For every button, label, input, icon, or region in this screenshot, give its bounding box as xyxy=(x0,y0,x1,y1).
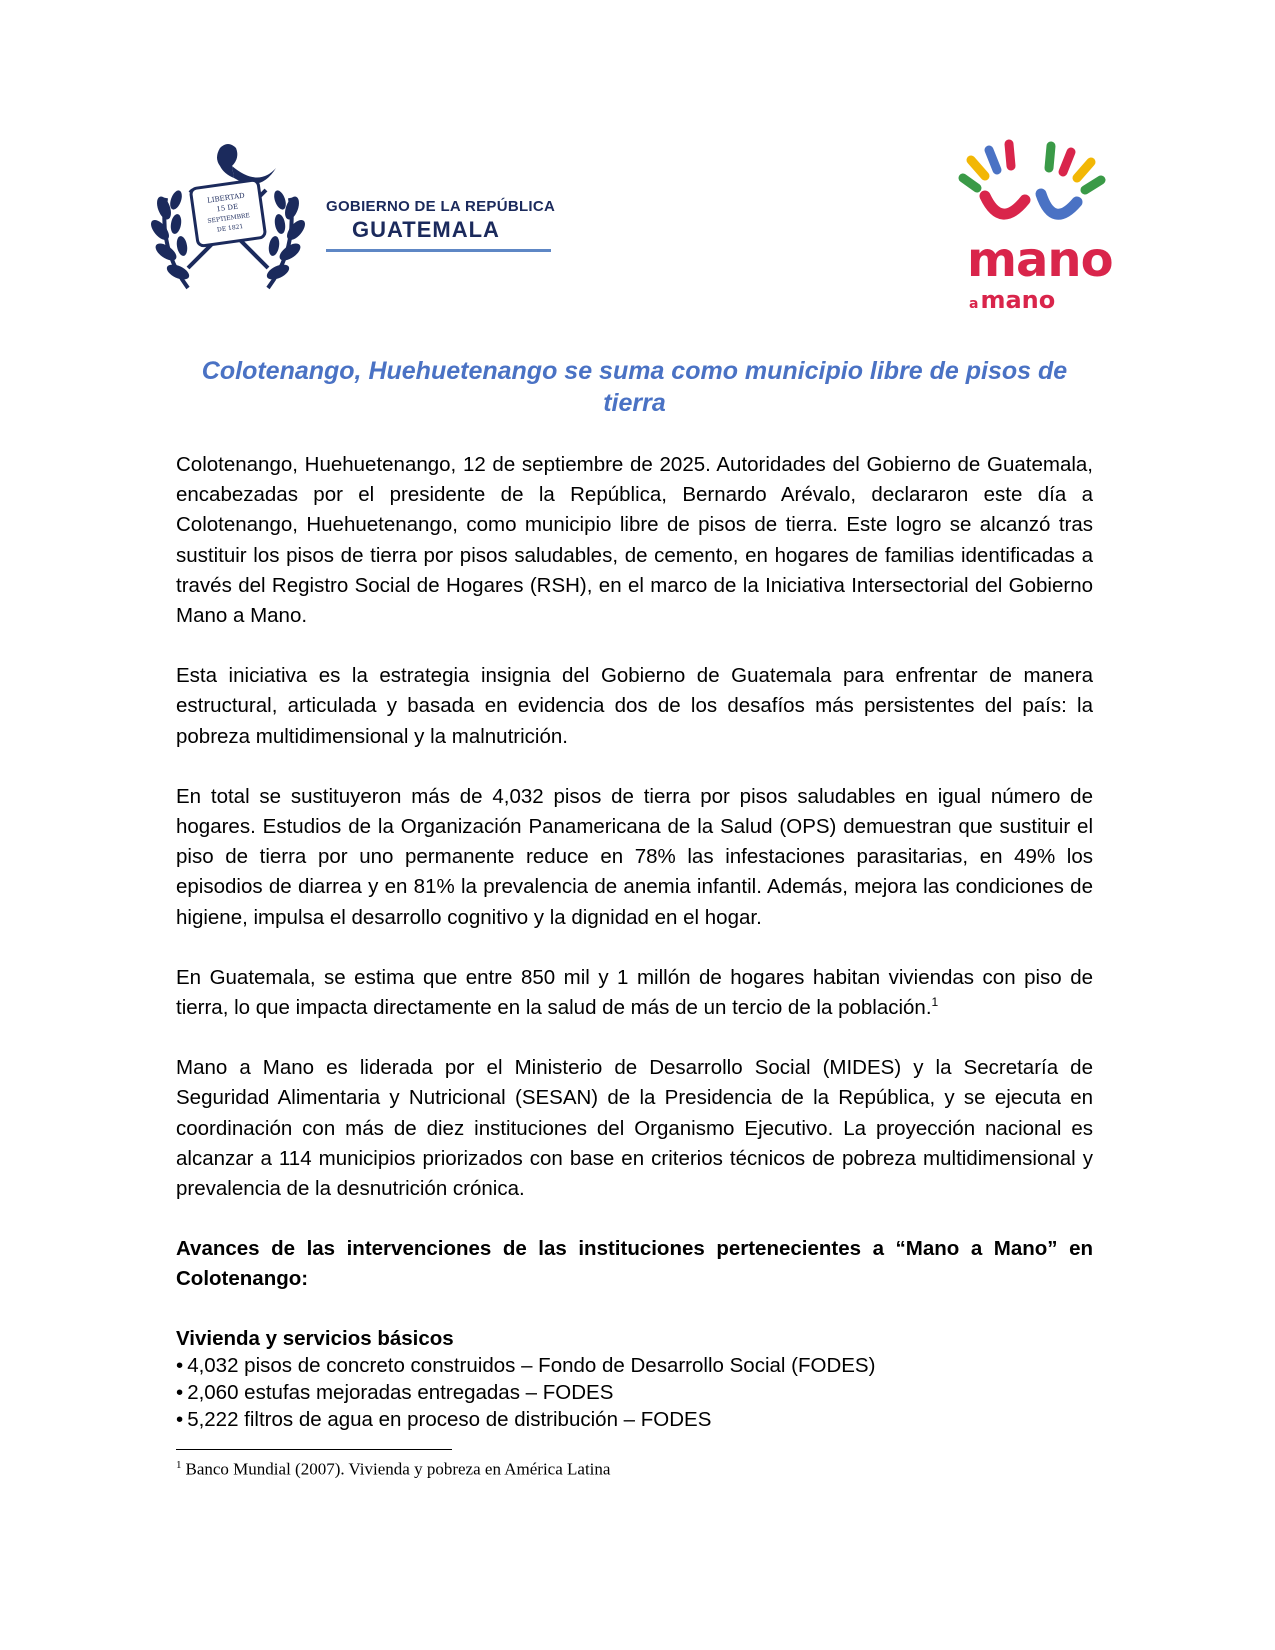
footnote-separator xyxy=(176,1449,452,1450)
footnote xyxy=(176,1454,610,1481)
article-body xyxy=(176,355,1093,1433)
list-item xyxy=(176,1352,1093,1379)
gov-underline xyxy=(326,249,551,252)
government-wordmark xyxy=(326,198,558,252)
subsection-heading: Vivienda y servicios básicos xyxy=(176,1326,454,1350)
brand-word-2-main: mano xyxy=(980,286,1056,314)
paragraph-4-text: En Guatemala, se estima que entre 850 mil y 1 millón de hogares habitan viviendas con piso de tierra, lo que impacta directamente en la salud de más de un tercio de la población. xyxy=(176,965,1093,1020)
section-heading: Avances de las intervenciones de las instituciones pertenecientes a “Mano a Mano” en Colotenango: xyxy=(176,1237,1093,1291)
page-header xyxy=(0,0,1275,330)
list-item-text: 4,032 pisos de concreto construidos – Fondo de Desarrollo Social (FODES) xyxy=(187,1353,876,1377)
paragraph-4 xyxy=(176,963,1093,1023)
coat-of-arms-icon xyxy=(148,138,308,298)
bullet-list xyxy=(176,1352,1093,1433)
paragraph-2: Esta iniciativa es la estrategia insignia del Gobierno de Guatemala para enfrentar de manera estructural, articulada y basada en evidencia dos de los desafíos más persistentes del país: la pobreza multidimensional y la malnutrición. xyxy=(176,664,1093,748)
government-logo xyxy=(148,138,558,298)
footnote-number: 1 xyxy=(176,1459,182,1471)
article-title: Colotenango, Huehuetenango se suma como municipio libre de pisos de tierra xyxy=(201,357,1068,417)
gov-line1: GOBIERNO DE LA REPÚBLICA xyxy=(326,198,556,215)
footnote-reference: 1 xyxy=(931,995,939,1010)
paragraph-1: Colotenango, Huehuetenango, 12 de septiembre de 2025. Autoridades del Gobierno de Guatemala, encabezadas por el presidente de la República, Bernardo Arévalo, declararon este día a Colotenango, Huehuetenango, como municipio libre de pisos de tierra. Este logro se alcanzó tras sustituir los pisos de tierra por pisos saludables, de cemento, en hogares de familias identificadas a través del Registro Social de Hogares (RSH), en el marco de la Iniciativa Intersectorial del Gobierno Mano a Mano. xyxy=(176,453,1093,628)
paragraph-3: En total se sustituyeron más de 4,032 pisos de tierra por pisos saludables en igual número de hogares. Estudios de la Organización Panamericana de la Salud (OPS) demuestran que sustituir el piso de tierra por uno permanente reduce en 78% las infestaciones parasitarias, en 49% los episodios de diarrea y en 81% la prevalencia de anemia infantil. Además, mejora las condiciones de higiene, impulsa el desarrollo cognitivo y la dignidad en el hogar. xyxy=(176,784,1093,929)
svg-text:DE 1821: DE 1821 xyxy=(216,223,244,234)
svg-text:SEPTIEMBRE: SEPTIEMBRE xyxy=(207,212,251,225)
gov-line2: GUATEMALA xyxy=(352,217,500,242)
paragraph-5: Mano a Mano es liderada por el Ministerio de Desarrollo Social (MIDES) y la Secretaría de Seguridad Alimentaria y Nutricional (SESAN) de la Presidencia de la República, y se ejecuta en coordinación con más de diez instituciones del Organismo Ejecutivo. La proyección nacional es alcanzar a 114 municipios priorizados con base en criterios técnicos de pobreza multidimensional y prevalencia de la desnutrición crónica. xyxy=(176,1056,1093,1201)
bullet-glyph: • xyxy=(176,1353,184,1377)
brand-word-2-small: a xyxy=(969,296,979,312)
bullet-glyph: • xyxy=(176,1380,184,1404)
footnote-text: Banco Mundial (2007). Vivienda y pobreza en América Latina xyxy=(185,1459,611,1479)
list-item-text: 5,222 filtros de agua en proceso de distribución – FODES xyxy=(187,1407,712,1431)
list-item xyxy=(176,1379,1093,1406)
list-item-text: 2,060 estufas mejoradas entregadas – FODES xyxy=(187,1380,614,1404)
svg-text:15 DE: 15 DE xyxy=(215,202,239,214)
brand-word-1: mano xyxy=(967,232,1113,288)
bullet-glyph: • xyxy=(176,1407,184,1431)
svg-text:LIBERTAD: LIBERTAD xyxy=(206,191,246,205)
mano-a-mano-logo xyxy=(945,138,1113,314)
list-item xyxy=(176,1406,1093,1433)
brand-word-2 xyxy=(969,288,1055,312)
